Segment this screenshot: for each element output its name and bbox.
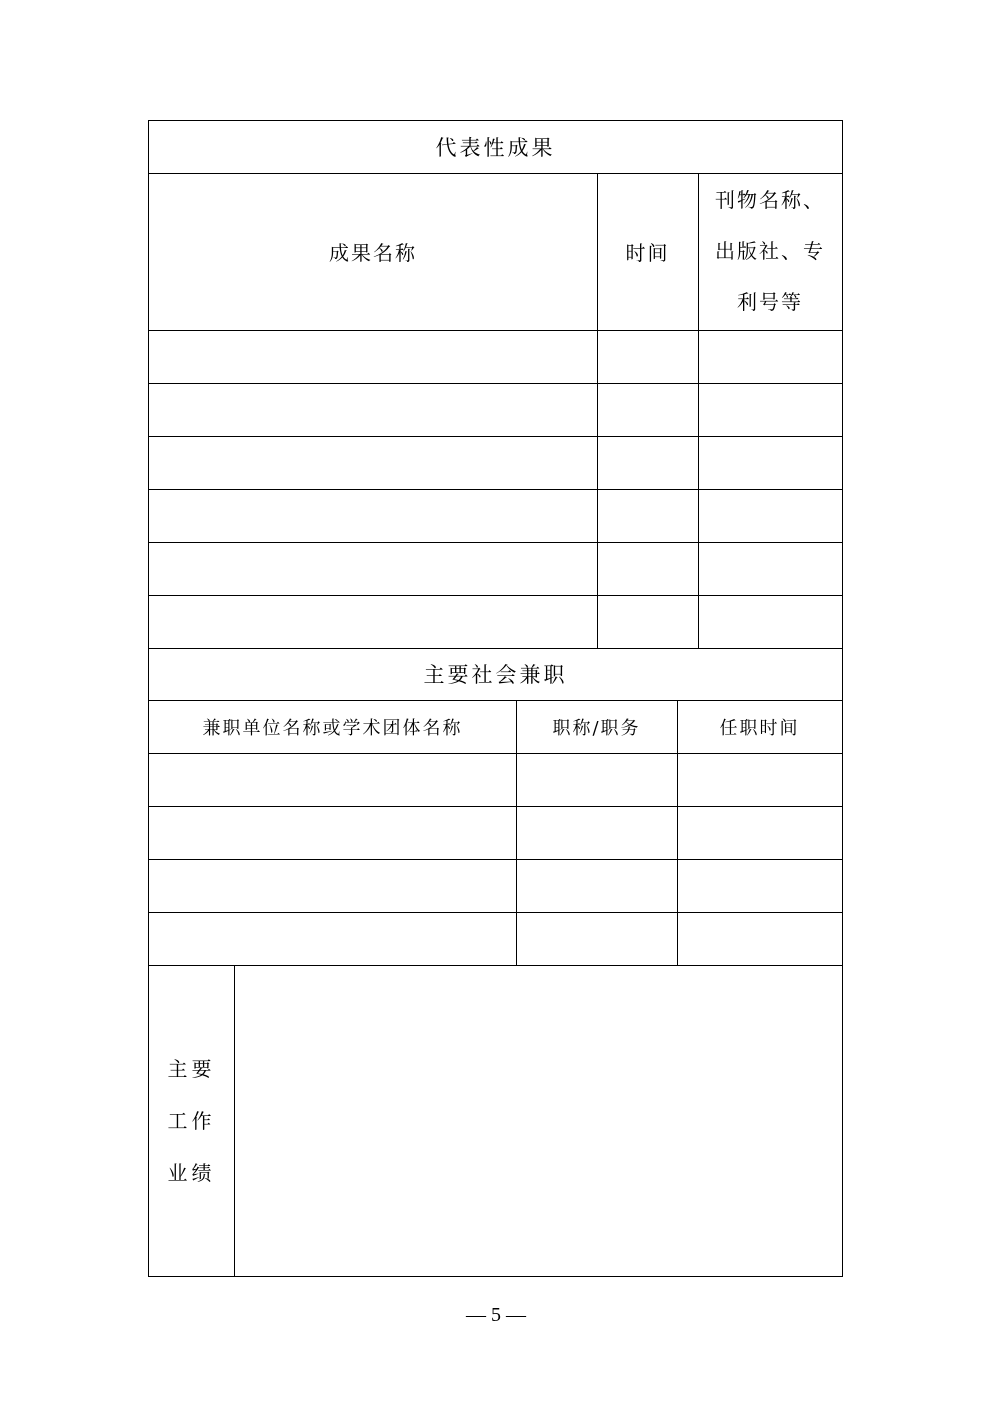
achievement-publication-cell[interactable] (698, 330, 842, 383)
organization-cell[interactable] (149, 753, 516, 806)
position-title-cell[interactable] (516, 753, 677, 806)
work-performance-label (149, 965, 234, 1276)
term-cell[interactable] (677, 753, 842, 806)
achievement-time-cell[interactable] (597, 542, 698, 595)
position-title-header: 职称/职务 (552, 717, 641, 739)
achievement-time-cell[interactable] (597, 489, 698, 542)
achievement-name-cell[interactable] (149, 595, 597, 648)
organization-cell[interactable] (149, 912, 516, 965)
publication-header-line: 刊物名称、 (715, 188, 825, 212)
term-cell[interactable] (677, 859, 842, 912)
page-number: — 5 — (466, 1304, 526, 1326)
work-performance-label-line: 主要 (167, 1056, 216, 1081)
publication-header (698, 173, 842, 330)
organization-cell[interactable] (149, 806, 516, 859)
organization-cell[interactable] (149, 859, 516, 912)
achievement-time-cell[interactable] (597, 595, 698, 648)
achievements-section-title: 代表性成果 (435, 136, 556, 160)
term-cell[interactable] (677, 806, 842, 859)
achievement-name-cell[interactable] (149, 489, 597, 542)
position-title-cell[interactable] (516, 859, 677, 912)
work-performance-label-line: 工作 (167, 1108, 216, 1133)
position-title-cell[interactable] (516, 912, 677, 965)
position-title-cell[interactable] (516, 806, 677, 859)
achievement-time-header: 时间 (625, 241, 670, 265)
achievement-name-cell[interactable] (149, 330, 597, 383)
achievement-name-cell[interactable] (149, 542, 597, 595)
achievement-name-cell[interactable] (149, 383, 597, 436)
achievement-time-cell[interactable] (597, 330, 698, 383)
social-positions-section-title: 主要社会兼职 (423, 663, 568, 687)
achievement-publication-cell[interactable] (698, 542, 842, 595)
achievement-publication-cell[interactable] (698, 383, 842, 436)
achievement-time-cell[interactable] (597, 436, 698, 489)
achievement-time-cell[interactable] (597, 383, 698, 436)
achievement-publication-cell[interactable] (698, 489, 842, 542)
work-performance-content[interactable] (234, 965, 842, 1276)
achievement-publication-cell[interactable] (698, 595, 842, 648)
term-cell[interactable] (677, 912, 842, 965)
achievement-publication-cell[interactable] (698, 436, 842, 489)
application-form-table (148, 120, 843, 1277)
work-performance-label-line: 业绩 (167, 1160, 216, 1185)
publication-header-line: 利号等 (737, 290, 803, 314)
organization-header: 兼职单位名称或学术团体名称 (202, 717, 463, 739)
achievement-name-cell[interactable] (149, 436, 597, 489)
achievement-name-header: 成果名称 (329, 241, 417, 265)
publication-header-line: 出版社、专 (715, 239, 825, 263)
term-header: 任职时间 (719, 717, 800, 739)
